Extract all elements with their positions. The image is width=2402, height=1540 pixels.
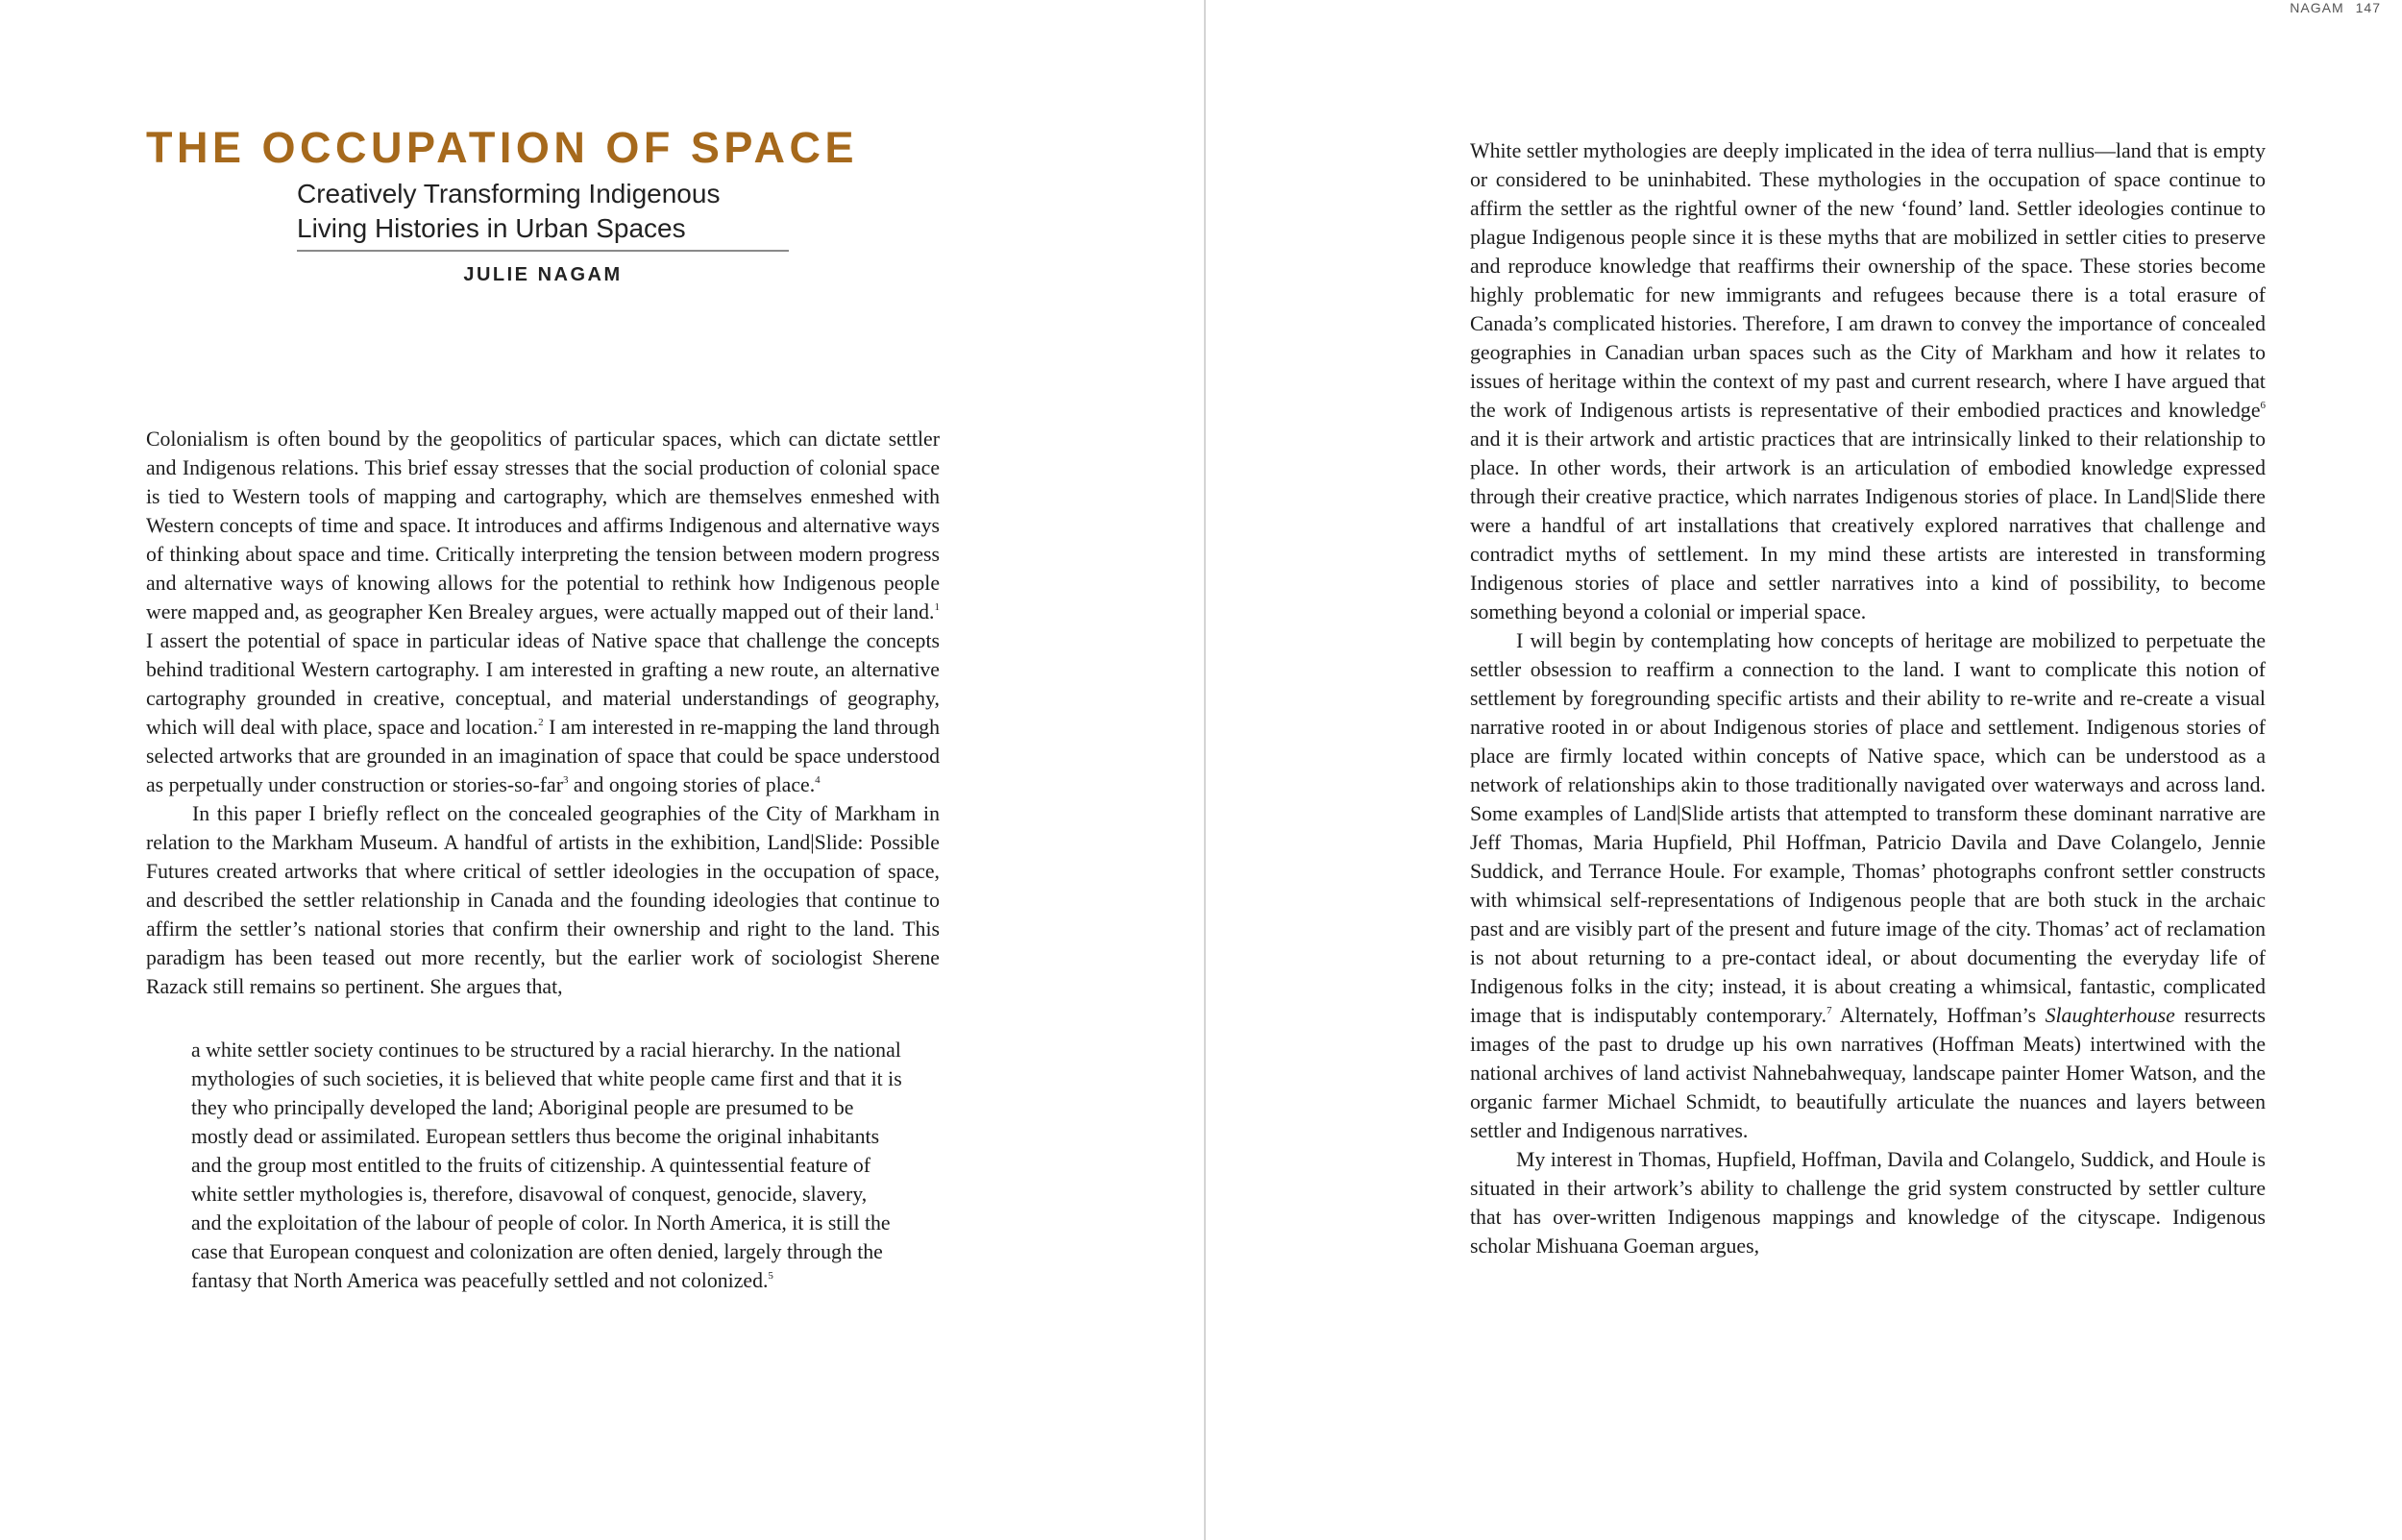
article-title: THE OCCUPATION OF SPACE	[146, 123, 859, 172]
paragraph-interest: My interest in Thomas, Hupfield, Hoffman, Davila and Colangelo, Suddick, and Houle is situated in their artwork’s ability to challenge the grid system constructed by settler culture that has over-written Indigenous mappings and knowledge of the cityscape. Indigenous scholar Mishuana Goeman argues,	[1470, 1148, 2266, 1258]
subtitle-line-2: Living Histories in Urban Spaces	[297, 213, 686, 243]
footnote-ref-3[interactable]: 3	[562, 774, 569, 786]
right-text-column	[1470, 136, 2266, 1260]
author-byline: JULIE NAGAM	[463, 264, 623, 285]
artwork-title-slaughterhouse: Slaughterhouse	[2045, 1004, 2175, 1027]
left-text-column	[146, 425, 940, 1295]
paragraph-intro: Colonialism is often bound by the geopolitics of particular spaces, which can dictate settler and Indigenous relations. This brief essay stresses that the social production of colonial space is tied to Western tools of mapping and cartography, which are themselves enmeshed with Western concepts of time and space. It introduces and affirms Indigenous and alternative ways of thinking about space and time. Critically interpreting the tension between modern progress and alternative ways of knowing allows for the potential to rethink how Indigenous people were mapped and, as geographer Ken Brealey argues, were actually mapped out of their land.$^1$ I assert the potential of space in particular ideas of Native space that challenge the concepts behind traditional Western cartography. I am interested in grafting a new route, an alternative cartography grounded in creative, conceptual, and material understandings of geography, which will deal with place, space and location.$^2$ I am interested in re-mapping the land through selected artworks that are grounded in an imagination of space that could be space understood as perpetually under construction or stories-so-far$^3$ and ongoing stories of place.$^4$	[146, 428, 940, 796]
running-head-author: NAGAM	[2290, 0, 2344, 15]
footnote-ref-2[interactable]: 2	[538, 717, 544, 728]
block-quote-razack: a white settler society continues to be structured by a racial hierarchy. In the national mythologies of such societies, it is believed that white people came first and that it is they who principally developed the land; Aboriginal people are presumed to be mostly dead or assimilated. European settlers thus become the original inhabitants and the group most entitled to the fruits of citizenship. A quintessential feature of white settler mythologies is, therefore, disavowal of conquest, genocide, slavery, and the exploitation of the labour of people of color. In North America, it is still the case that European conquest and colonization are often denied, largely through the fantasy that North America was peacefully settled and not colonized.$^5$	[191, 1039, 902, 1292]
footnote-ref-1[interactable]: 1	[934, 601, 940, 613]
article-subtitle	[297, 177, 789, 252]
paragraph-heritage: I will begin by contemplating how concepts of heritage are mobilized to perpetuate the settler obsession to reaffirm a connection to the land. I want to complicate this notion of settlement by foregrounding specific artists and their ability to re-write and re-create a visual narrative rooted in or about Indigenous stories of place and settlement. Indigenous stories of place are firmly located within concepts of Native space, which can be understood as a network of relationships akin to those traditionally navigated over waterways and across land. Some examples of Land|Slide artists that attempted to transform these dominant narrative are Jeff Thomas, Maria Hupfield, Phil Hoffman, Patricio Davila and Dave Colangelo, Jennie Suddick, and Terrance Houle. For example, Thomas’ photographs confront settler constructs with whimsical self-representations of Indigenous people that are both stuck in the archaic past and are visibly part of the present and future image of the city. Thomas’ act of reclamation is not about returning to a pre-contact ideal, or about documenting the everyday life of Indigenous folks in the city; instead, it is about creating a whimsical, fantastic, complicated image that is indisputably contemporary.$^7$ Alternately, Hoffman’s Slaughterhouse resurrects images of the past to drudge up his own narratives (Hoffman Meats) intertwined with the national archives of land activist Nahnebahwequay, landscape painter Homer Watson, and the organic farmer Michael Schmidt, to beautifully articulate the nuances and layers between settler and Indigenous narratives.	[1470, 629, 2266, 1142]
running-header	[2278, 0, 2381, 15]
page-number: 147	[2355, 0, 2381, 15]
footnote-ref-4[interactable]: 4	[815, 774, 821, 786]
paragraph-markham: In this paper I briefly reflect on the concealed geographies of the City of Markham in relation to the Markham Museum. A handful of artists in the exhibition, Land|Slide: Possible Futures created artworks that where critical of settler ideologies in the occupation of space, and described the settler relationship in Canada and the founding ideologies that continue to affirm the settler’s national stories that confirm their ownership and right to the land. This paradigm has been teased out more recently, but the earlier work of sociologist Sherene Razack still remains so pertinent. She argues that,	[146, 802, 940, 998]
page-gutter-divider	[1204, 0, 1206, 1540]
footnote-ref-5[interactable]: 5	[768, 1270, 773, 1282]
paragraph-terra-nullius: White settler mythologies are deeply implicated in the idea of terra nullius—land that is empty or considered to be uninhabited. These mythologies in the occupation of space continue to affirm the settler as the rightful owner of the new ‘found’ land. Settler ideologies continue to plague Indigenous people since it is these myths that are mobilized in settler cities to preserve and reproduce knowledge that reaffirms their ownership of the space. These stories become highly problematic for new immigrants and refugees because there is a total erasure of Canada’s complicated histories. Therefore, I am drawn to convey the importance of concealed geographies in Canadian urban spaces such as the City of Markham and how it relates to issues of heritage within the context of my past and current research, where I have argued that the work of Indigenous artists is representative of their embodied practices and knowledge$^6$ and it is their artwork and artistic practices that are intrinsically linked to their relationship to place. In other words, their artwork is an articulation of embodied knowledge expressed through their creative practice, which narrates Indigenous stories of place. In Land|Slide there were a handful of art installations that creatively explored narratives that challenge and contradict myths of settlement. In my mind these artists are interested in transforming Indigenous stories of place and settler narratives into a kind of possibility, to become something beyond a colonial or imperial space.	[1470, 139, 2266, 623]
footnote-ref-7[interactable]: 7	[1826, 1005, 1832, 1016]
subtitle-line-1: Creatively Transforming Indigenous	[297, 179, 721, 208]
footnote-ref-6[interactable]: 6	[2260, 400, 2266, 411]
